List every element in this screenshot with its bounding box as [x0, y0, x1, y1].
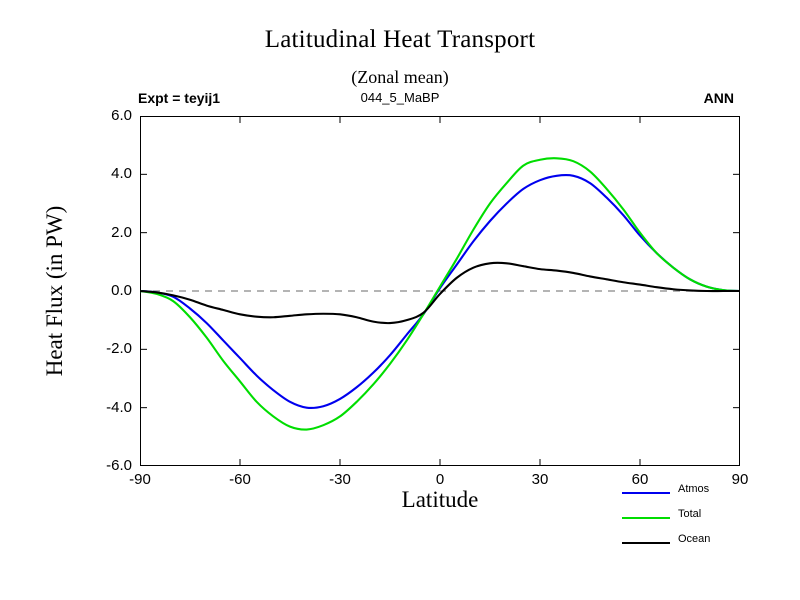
y-tick-label: 0.0	[111, 282, 132, 299]
legend-color-swatch	[622, 542, 670, 544]
legend-color-swatch	[622, 492, 670, 494]
legend-item	[622, 506, 782, 531]
legend-label: Total	[678, 508, 702, 520]
x-tick-label: 30	[531, 471, 549, 488]
x-tick-label: 0	[435, 471, 445, 488]
y-tick-label: -4.0	[106, 398, 132, 416]
y-axis-label: Heat Flux (in PW)	[42, 205, 67, 377]
experiment-label: Expt = teyij1	[138, 90, 221, 106]
time-period-label: 044_5_MaBP	[360, 90, 440, 105]
x-tick-label: 90	[731, 471, 749, 488]
chart-legend	[622, 481, 782, 561]
y-tick-label: -6.0	[106, 457, 132, 474]
page-title: Latitudinal Heat Transport	[264, 26, 536, 53]
legend-label: Ocean	[678, 533, 711, 545]
legend-item	[622, 481, 782, 506]
x-tick-label: 60	[631, 471, 649, 488]
y-tick-label: 6.0	[111, 107, 132, 124]
y-tick-label: 4.0	[111, 165, 132, 183]
page-subtitle: (Zonal mean)	[351, 67, 449, 87]
legend-label: Atmos	[678, 483, 710, 495]
x-axis-label: Latitude	[401, 487, 479, 512]
y-tick-label: 2.0	[111, 223, 132, 241]
season-label: ANN	[703, 90, 734, 106]
x-tick-label: -90	[129, 471, 151, 488]
y-tick-label: -2.0	[106, 340, 132, 358]
x-tick-label: -60	[229, 471, 251, 488]
legend-color-swatch	[622, 517, 670, 519]
chart-plot-area	[140, 116, 740, 466]
x-tick-label: -30	[329, 471, 351, 488]
legend-item	[622, 531, 782, 556]
series-line-ocean	[140, 263, 740, 323]
